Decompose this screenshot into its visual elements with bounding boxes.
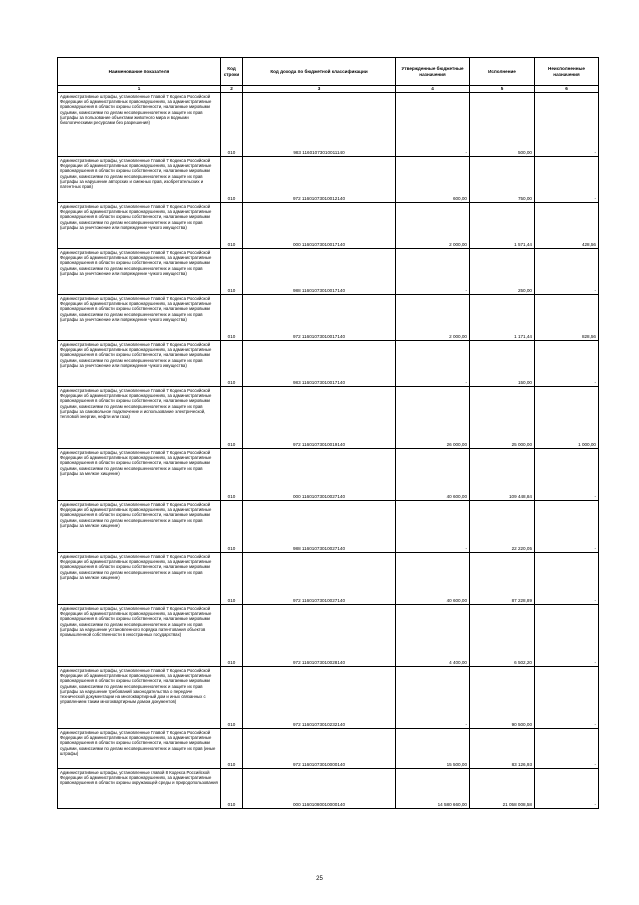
header-name: Наименование показателя: [58, 58, 221, 86]
row-income-code: 972 11601073010028140: [243, 605, 396, 667]
row-income-code: 000 11601073010027140: [243, 449, 396, 501]
colnum: 6: [535, 86, 599, 93]
row-name: Административные штрафы, установленные Главой 7 Кодекса Российской Федерации об административных правонарушениях, за административные правонарушения в области охраны собственности, налагаемые мировыми судьями, комиссиями по делам несовершеннолетних и защите их прав (штрафы за уничтожение или повреждение чужого имущества): [58, 203, 221, 249]
row-name: Административные штрафы, установленные Главой 7 Кодекса Российской Федерации об административных правонарушениях, за административные правонарушения в области охраны собственности, налагаемые мировыми судьями, комиссиями по делам несовершеннолетних и защите их прав (штрафы за уничтожение или повреждение чужого имущества): [58, 249, 221, 295]
row-income-code: 972 11601073010012140: [243, 157, 396, 203]
row-name: Административные штрафы, установленные Главой 7 Кодекса Российской Федерации об административных правонарушениях, за административные правонарушения в области охраны собственности, налагаемые мировыми судьями, комиссиями по делам несовершеннолетних и защите их прав (штрафы за пользование объектами животного мира и водными биологическими ресурсами без разрешения): [58, 93, 221, 157]
row-executed: 250,00: [470, 249, 535, 295]
row-executed: 109 448,84: [470, 449, 535, 501]
row-executed: 25 000,00: [470, 387, 535, 449]
row-income-code: 972 11601073010017140: [243, 295, 396, 341]
row-unexecuted: -: [535, 249, 599, 295]
row-approved: 2 000,00: [396, 203, 470, 249]
table-row: [58, 449, 599, 501]
report-sheet: [57, 57, 598, 809]
row-line-code: 010: [221, 295, 243, 341]
row-approved: -: [396, 249, 470, 295]
row-line-code: 010: [221, 249, 243, 295]
header-approved: Утвержденные бюджетные назначения: [396, 58, 470, 86]
row-name: Административные штрафы, установленные Главой 7 Кодекса Российской Федерации об административных правонарушениях, за административные правонарушения в области охраны собственности, налагаемые мировыми судьями, комиссиями по делам несовершеннолетних и защите их прав (штрафы за уничтожение или повреждение чужого имущества): [58, 341, 221, 387]
table-row: [58, 667, 599, 729]
row-approved: -: [396, 667, 470, 729]
row-executed: 87 228,89: [470, 553, 535, 605]
row-approved: 40 600,00: [396, 553, 470, 605]
table-header-row: [58, 58, 599, 86]
row-approved: -: [396, 341, 470, 387]
row-income-code: 988 11601073010027140: [243, 501, 396, 553]
row-unexecuted: -: [535, 605, 599, 667]
row-income-code: 972 11601073010232140: [243, 667, 396, 729]
row-line-code: 010: [221, 341, 243, 387]
row-line-code: 010: [221, 387, 243, 449]
row-executed: 500,00: [470, 93, 535, 157]
row-name: Административные штрафы, установленные Главой 7 Кодекса Российской Федерации об административных правонарушениях, за административные правонарушения в области охраны собственности, налагаемые мировыми судьями, комиссиями по делам несовершеннолетних и защите их прав (штрафы за мелкое хищение): [58, 553, 221, 605]
row-approved: -: [396, 93, 470, 157]
table-row: [58, 553, 599, 605]
table-row: [58, 729, 599, 769]
table-row: [58, 295, 599, 341]
row-unexecuted: -: [535, 501, 599, 553]
row-line-code: 010: [221, 93, 243, 157]
row-income-code: 988 11601073010017140: [243, 249, 396, 295]
row-executed: 6 502,20: [470, 605, 535, 667]
row-unexecuted: -: [535, 667, 599, 729]
row-unexecuted: -: [535, 553, 599, 605]
row-executed: 1 571,44: [470, 203, 535, 249]
row-unexecuted: -: [535, 449, 599, 501]
page-number: 25: [316, 876, 323, 882]
row-name: Административные штрафы, установленные главой 8 Кодекса Российской Федерации об административных правонарушениях, за административные правонарушения в области охраны окружающей среды и природопользования: [58, 769, 221, 809]
colnum: 2: [221, 86, 243, 93]
row-name: Административные штрафы, установленные Главой 7 Кодекса Российской Федерации об административных правонарушениях, за административные правонарушения в области охраны собственности, налагаемые мировыми судьями, комиссиями по делам несовершеннолетних и защите их прав (штрафы за нарушение установленного порядка патентования объектов промышленной собственности в иностранных государствах): [58, 605, 221, 667]
row-approved: 4 400,00: [396, 605, 470, 667]
row-income-code: 983 11601073010017140: [243, 341, 396, 387]
row-name: Административные штрафы, установленные Главой 7 Кодекса Российской Федерации об административных правонарушениях, за административные правонарушения в области охраны собственности, налагаемые мировыми судьями, комиссиями по делам несовершеннолетних и защите их прав (штрафы за мелкое хищение): [58, 449, 221, 501]
row-income-code: 000 11601080010000140: [243, 769, 396, 809]
row-name: Административные штрафы, установленные Главой 7 Кодекса Российской Федерации об административных правонарушениях, за административные правонарушения в области охраны собственности, налагаемые мировыми судьями, комиссиями по делам несовершеннолетних и защите их прав (штрафы за уничтожение или повреждение чужого имущества): [58, 295, 221, 341]
row-unexecuted: -: [535, 93, 599, 157]
row-name: Административные штрафы, установленные Главой 7 Кодекса Российской Федерации об административных правонарушениях, за административные правонарушения в области охраны собственности, налагаемые мировыми судьями, комиссиями по делам несовершеннолетних и защите их прав (иные штрафы): [58, 729, 221, 769]
row-line-code: 010: [221, 501, 243, 553]
row-unexecuted: -: [535, 157, 599, 203]
row-executed: 1 171,44: [470, 295, 535, 341]
row-line-code: 010: [221, 553, 243, 605]
table-body: [58, 93, 599, 809]
table-row: [58, 249, 599, 295]
row-line-code: 010: [221, 605, 243, 667]
row-executed: 750,00: [470, 157, 535, 203]
row-line-code: 010: [221, 157, 243, 203]
table-row: [58, 157, 599, 203]
row-income-code: 972 11601073010000140: [243, 729, 396, 769]
row-executed: 83 126,93: [470, 729, 535, 769]
row-name: Административные штрафы, установленные Главой 7 Кодекса Российской Федерации об административных правонарушениях, за административные правонарушения в области охраны собственности, налагаемые мировыми судьями, комиссиями по делам несовершеннолетних и защите их прав (штрафы за самовольное подключение и использование электрической, тепловой энергии, нефти или газа): [58, 387, 221, 449]
column-number-row: [58, 86, 599, 93]
row-approved: 600,00: [396, 157, 470, 203]
row-income-code: 972 11601073010019140: [243, 387, 396, 449]
budget-table: [57, 57, 599, 809]
row-unexecuted: 828,56: [535, 295, 599, 341]
colnum: 4: [396, 86, 470, 93]
row-unexecuted: -: [535, 341, 599, 387]
row-line-code: 010: [221, 449, 243, 501]
row-approved: 40 600,00: [396, 449, 470, 501]
colnum: 1: [58, 86, 221, 93]
row-unexecuted: -: [535, 769, 599, 809]
row-approved: 15 500,00: [396, 729, 470, 769]
row-unexecuted: -: [535, 729, 599, 769]
row-name: Административные штрафы, установленные Главой 7 Кодекса Российской Федерации об административных правонарушениях, за административные правонарушения в области охраны собственности, налагаемые мировыми судьями, комиссиями по делам несовершеннолетних и защите их прав (штрафы за мелкое хищение): [58, 501, 221, 553]
row-line-code: 010: [221, 667, 243, 729]
row-approved: -: [396, 501, 470, 553]
table-row: [58, 769, 599, 809]
row-executed: 150,00: [470, 341, 535, 387]
header-executed: Исполнение: [470, 58, 535, 86]
row-line-code: 010: [221, 203, 243, 249]
row-approved: 14 580 660,00: [396, 769, 470, 809]
row-line-code: 010: [221, 729, 243, 769]
row-executed: 90 500,00: [470, 667, 535, 729]
row-unexecuted: 428,56: [535, 203, 599, 249]
table-row: [58, 501, 599, 553]
header-line-code: Код строки: [221, 58, 243, 86]
row-name: Административные штрафы, установленные Главой 7 Кодекса Российской Федерации об административных правонарушениях, за административные правонарушения в области охраны собственности, налагаемые мировыми судьями, комиссиями по делам несовершеннолетних и защите их прав (штрафы за нарушение авторских и смежных прав, изобретательских и патентных прав): [58, 157, 221, 203]
row-income-code: 983 11601073010011140: [243, 93, 396, 157]
row-unexecuted: 1 000,00: [535, 387, 599, 449]
row-name: Административные штрафы, установленные Главой 7 Кодекса Российской Федерации об административных правонарушениях, за административные правонарушения в области охраны собственности, налагаемые мировыми судьями, комиссиями по делам несовершеннолетних и защите их прав (штрафы за нарушение требований законодательства о передаче технической документации на многоквартирный дом и иных связанных с управлением таким многоквартирным домом документов): [58, 667, 221, 729]
table-row: [58, 605, 599, 667]
table-row: [58, 93, 599, 157]
row-approved: 2 000,00: [396, 295, 470, 341]
row-income-code: 000 11601073010017140: [243, 203, 396, 249]
header-income-code: Код дохода по бюджетной классификации: [243, 58, 396, 86]
table-row: [58, 341, 599, 387]
row-line-code: 010: [221, 769, 243, 809]
table-row: [58, 387, 599, 449]
header-unexecuted: Неисполненные назначения: [535, 58, 599, 86]
row-executed: 22 220,05: [470, 501, 535, 553]
table-row: [58, 203, 599, 249]
row-income-code: 972 11601073010027140: [243, 553, 396, 605]
row-executed: 21 058 008,58: [470, 769, 535, 809]
colnum: 3: [243, 86, 396, 93]
row-approved: 26 000,00: [396, 387, 470, 449]
colnum: 5: [470, 86, 535, 93]
